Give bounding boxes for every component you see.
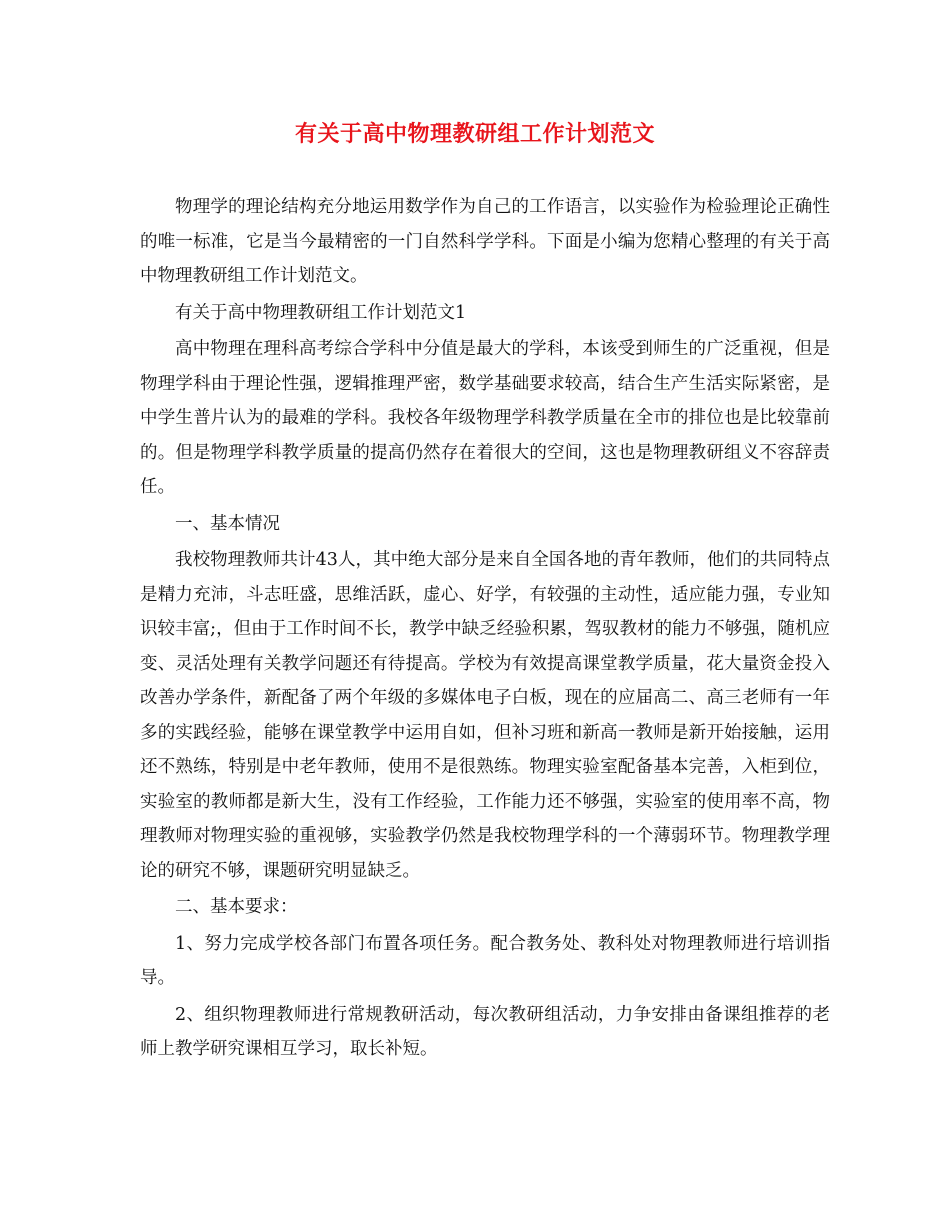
list-item-2: 2、组织物理教师进行常规教研活动，每次教研组活动，力争安排由备课组推荐的老师上教学研究课相互学习，取长补短。 <box>140 1004 830 1059</box>
document-body <box>140 190 830 1069</box>
section-1-paragraph: 我校物理教师共计43人，其中绝大部分是来自全国各地的青年教师，他们的共同特点是精力充沛，斗志旺盛，思维活跃，虚心、好学，有较强的主动性，适应能力强，专业知识较丰富;，但由于工作时间不长，教学中缺乏经验积累，驾驭教材的能力不够强，随机应变、灵活处理有关教学问题还有待提高。学校为有效提高课堂教学质量，花大量资金投入改善办学条件，新配备了两个年级的多媒体电子白板，现在的应届高二、高三老师有一年多的实践经验，能够在课堂教学中运用自如，但补习班和新高一教师是新开始接触，运用还不熟练，特别是中老年教师，使用不是很熟练。物理实验室配备基本完善，入柜到位，实验室的教师都是新大生，没有工作经验，工作能力还不够强，实验室的使用率不高，物理教师对物理实验的重视够，实验教学仍然是我校物理学科的一个薄弱环节。物理教学理论的研究不够，课题研究明显缺乏。 <box>140 550 830 881</box>
document-title: 有关于高中物理教研组工作计划范文 <box>294 121 655 147</box>
list-item-1: 1、努力完成学校各部门布置各项任务。配合教务处、教科处对物理教师进行培训指导。 <box>140 933 830 988</box>
paragraph-1: 高中物理在理科高考综合学科中分值是最大的学科，本该受到师生的广泛重视，但是物理学科由于理论性强，逻辑推理严密，数学基础要求较高，结合生产生活实际紧密，是中学生普片认为的最难的学科。我校各年级物理学科教学质量在全市的排位也是比较靠前的。但是物理学科教学质量的提高仍然存在着很大的空间，这也是物理教研组义不容辞责任。 <box>140 339 830 497</box>
section-2-heading: 二、基本要求： <box>175 897 298 917</box>
section-1-heading: 一、基本情况 <box>175 513 280 534</box>
intro-paragraph: 物理学的理论结构充分地运用数学作为自己的工作语言，以实验作为检验理论正确性的唯一标准，它是当今最精密的一门自然科学学科。下面是小编为您精心整理的有关于高中物理教研组工作计划范文。 <box>140 197 830 286</box>
subtitle-1: 有关于高中物理教研组工作计划范文1 <box>175 302 467 323</box>
